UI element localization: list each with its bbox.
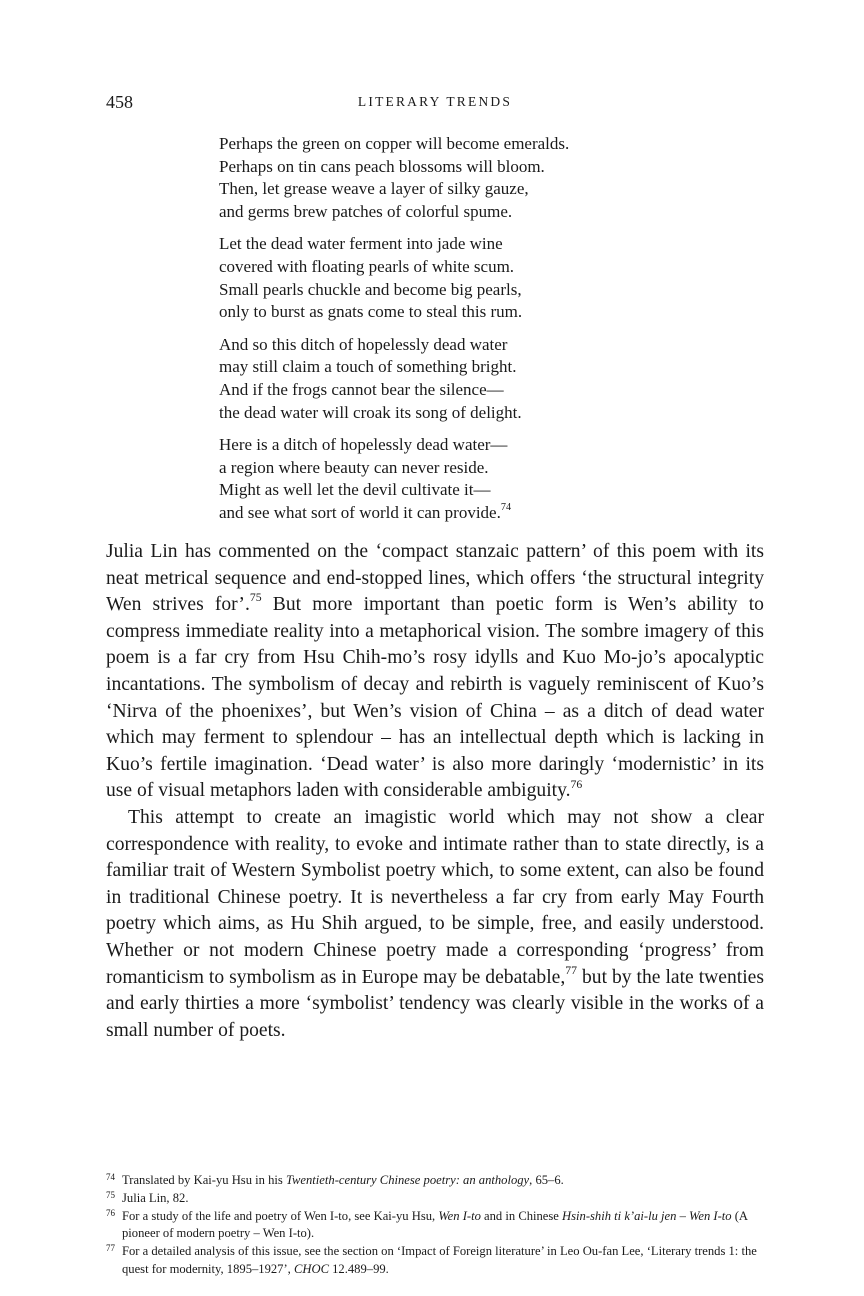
footnote-number: 76 [106,1207,115,1218]
paragraph-text: This attempt to create an imagistic world which may not show a clear correspondence with reality, to evoke and intimate rather than to state directly, is a familiar trait of Western Symbolist poetry which, to some extent, can also be found in traditional Chinese poetry. It is nevertheless a far cry from early May Fourth poetry which aims, as Hu Shih argued, to be simple, free, and easily understood. Whether or not modern Chinese poetry made a corresponding ‘progress’ from romanticism to symbolism as in Europe may be debatable, [106,806,764,988]
poem-line: a region where beauty can never reside. [219,457,489,477]
footnote-number: 74 [106,1172,115,1182]
footnote-title: Hsin-shih ti k’ai-lu jen – Wen I-to [562,1208,732,1223]
footnote-text: For a study of the life and poetry of Wen I-to, see Kai-yu Hsu, [122,1208,439,1223]
page-header [106,92,764,114]
poem-line: may still claim a touch of something bright. [219,357,517,377]
footnote-ref-74[interactable]: 74 [500,502,512,514]
footnote-title: CHOC [293,1261,329,1276]
footnote-text: Translated by Kai-yu Hsu in his [122,1173,286,1187]
poem-line: And if the frogs cannot bear the silence— [219,379,504,399]
paragraph-2 [106,805,764,1044]
poem-line: Here is a ditch of hopelessly dead water— [219,435,508,455]
poem-line: Perhaps the green on copper will become emeralds. [219,134,570,153]
poem-stanza-4 [219,434,679,524]
poem-line: Perhaps on tin cans peach blossoms will bloom. [219,156,545,176]
footnote-text: (A pioneer of modern poetry – Wen I-to). [122,1208,748,1241]
footnote-ref-77[interactable]: 77 [565,963,578,977]
running-head: LITERARY TRENDS [357,94,513,109]
footnote-text: Julia Lin, 82. [122,1190,189,1205]
poem-line: Might as well let the devil cultivate it— [219,480,491,500]
paragraph-1 [106,539,764,805]
footnote-title: Wen I-to [438,1208,481,1223]
poem-line [219,502,679,525]
footnote-title: Twentieth-century Chinese poetry: an anthology [285,1173,530,1187]
footnote-text: , 65–6. [529,1173,564,1187]
poem-line-text: and see what sort of world it can provide. [219,502,501,522]
poem-stanza-1 [219,133,679,223]
poem-line: Then, let grease weave a layer of silky gauze, [219,179,529,199]
footnote-ref-76[interactable]: 76 [570,777,583,791]
page-number: 458 [106,92,133,112]
paragraph-text: Julia Lin has commented on the ‘compact stanzaic pattern’ of this poem with its neat metrical sequence and end-stopped lines, which offers ‘the structural integrity Wen strives for’. [106,541,764,616]
footnote-number: 75 [106,1189,115,1200]
poem-line: and germs brew patches of colorful spume. [219,201,513,221]
poem-block [219,133,679,535]
footnote-number: 77 [106,1243,115,1254]
poem-stanza-3 [219,334,679,424]
poem-line: Small pearls chuckle and become big pearls, [219,279,522,299]
footnote-75 [106,1190,770,1208]
footnote-74 [106,1172,770,1190]
footnote-76 [106,1208,770,1244]
poem-line: the dead water will croak its song of delight. [219,402,522,422]
paragraph-text: But more important than poetic form is Wen’s ability to compress immediate reality into a metaphorical vision. The sombre imagery of this poem is a far cry from Hsu Chih-mo’s rosy idylls and Kuo Mo-jo’s apocalyptic incantations. The symbolism of decay and rebirth is vaguely reminiscent of Kuo’s ‘Nirva of the phoenixes’, but Wen’s vision of China – as a ditch of dead water which may ferment to splendour – has an intellectual depth which is lacking in Kuo’s fertile imagination. ‘Dead water’ is also more daringly ‘modernistic’ in its use of visual metaphors laden with considerable ambiguity. [106,594,764,802]
poem-line: covered with floating pearls of white scum. [219,256,515,276]
paragraph-text: but by the late twenties and early thirties a more ‘symbolist’ tendency was clearly visible in the works of a small number of poets. [106,966,764,1041]
footnote-ref-75[interactable]: 75 [249,591,262,605]
body-text [106,539,764,1044]
poem-line: And so this ditch of hopelessly dead water [219,334,508,354]
footnote-text: and in Chinese [480,1208,563,1223]
poem-line: only to burst as gnats come to steal this rum. [219,302,523,322]
footnotes [106,1172,770,1279]
poem-line: Let the dead water ferment into jade wine [219,234,503,254]
poem-stanza-2 [219,233,679,323]
footnote-text: For a detailed analysis of this issue, see the section on ‘Impact of Foreign literature’ in Leo Ou-fan Lee, ‘Literary trends 1: the quest for modernity, 1895–1927’, [122,1244,757,1276]
footnote-77 [106,1243,770,1279]
footnote-text: 12.489–99. [328,1261,389,1276]
